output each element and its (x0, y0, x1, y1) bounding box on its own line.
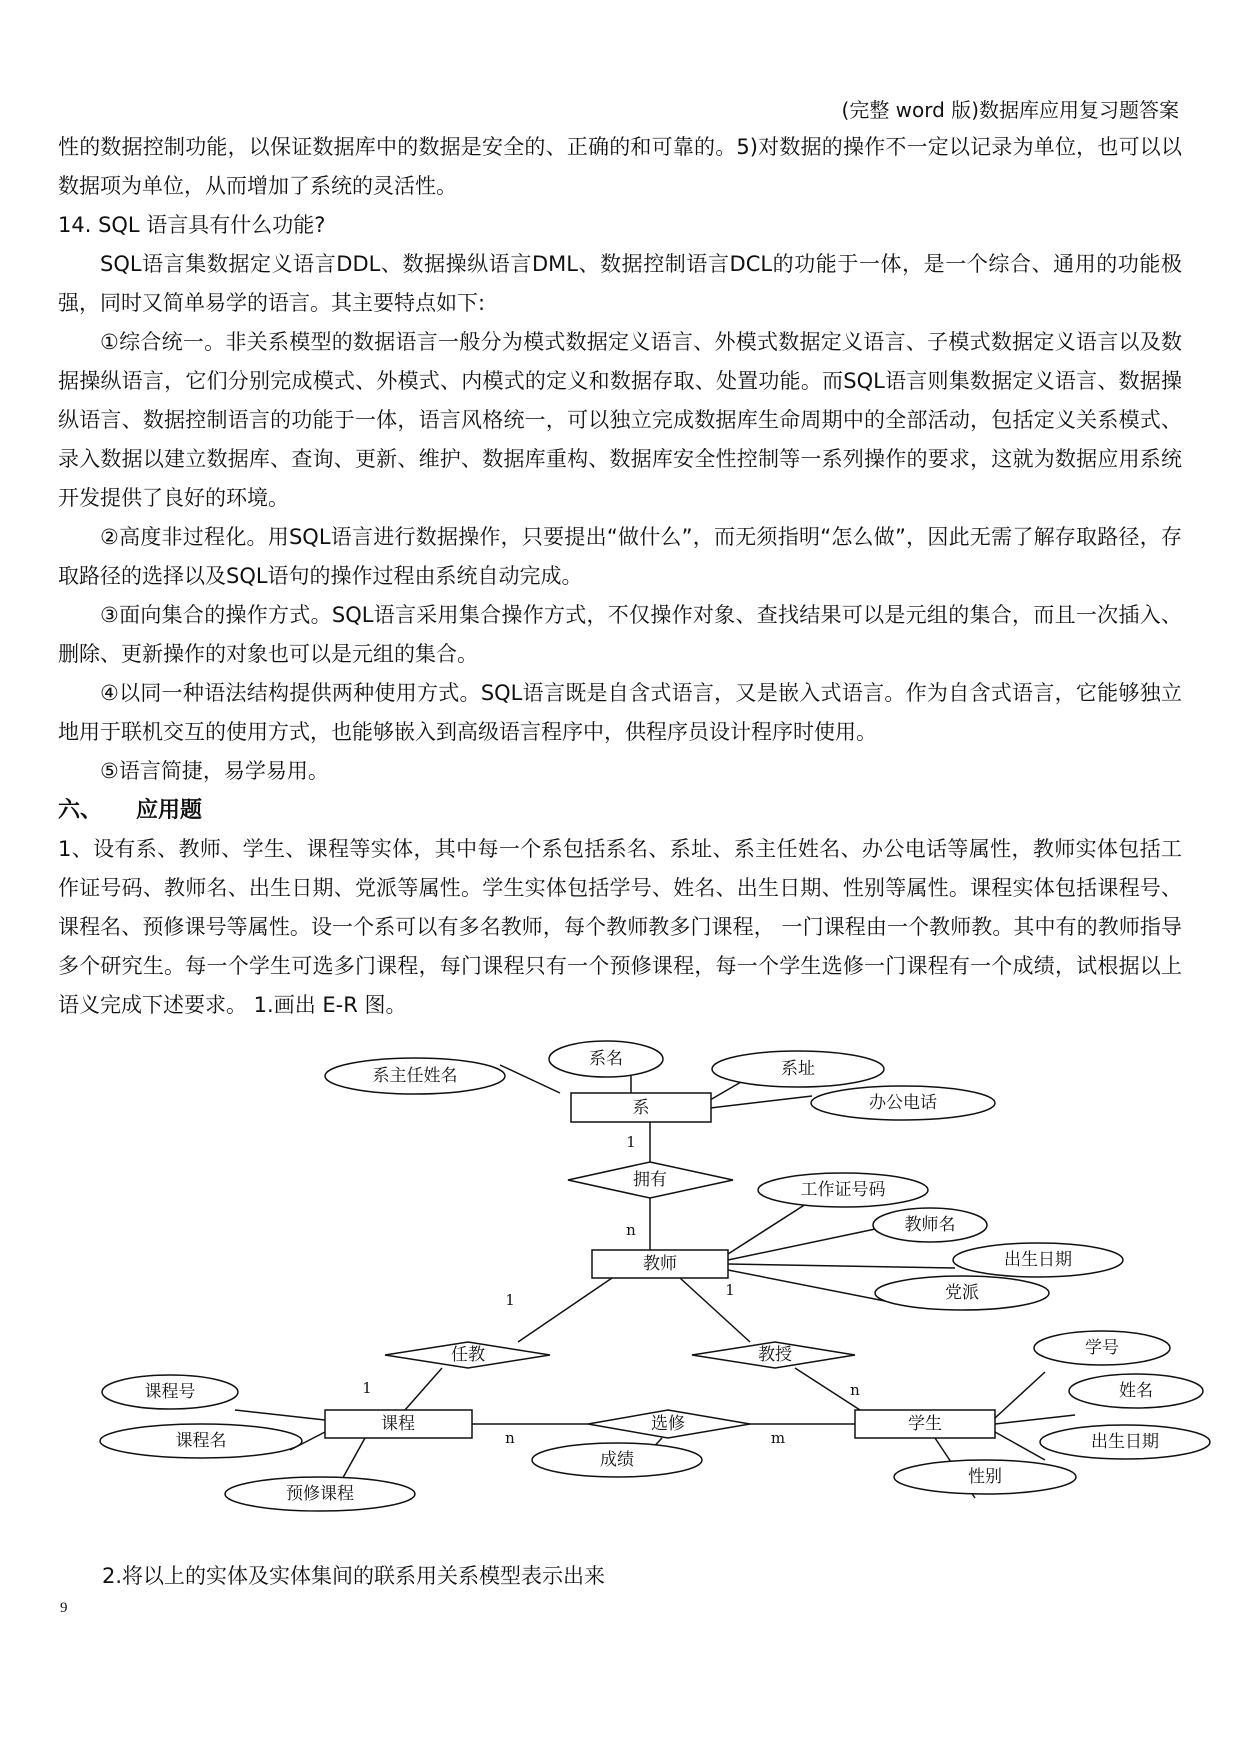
attr-dept-name: 系名 (589, 1049, 623, 1069)
attr-student-sex: 性别 (968, 1467, 1002, 1487)
attr-course-name: 课程名 (175, 1431, 227, 1451)
section-title (58, 791, 1182, 830)
entity-student: 学生 (908, 1414, 942, 1434)
attr-dept-head: 系主任姓名 (372, 1066, 458, 1086)
er-diagram (0, 1020, 1241, 1560)
entity-teacher: 教师 (643, 1254, 677, 1274)
relationship-teach: 任教 (451, 1345, 485, 1365)
attr-course-prereq: 预修课程 (286, 1484, 354, 1504)
question-2-caption: 2.将以上的实体及实体集间的联系用关系模型表示出来 (102, 1564, 606, 1588)
entity-dept: 系 (632, 1098, 650, 1118)
question-1: 1、设有系、教师、学生、课程等实体，其中每一个系包括系名、系址、系主任姓名、办公电话等属性，教师实体包括工作证号码、教师名、出生日期、党派等属性。学生实体包括学号、姓名、出生日期、性别等属性。课程实体包括课程号、课程名、预修课号等属性。设一个系可以有多名教师，每个教师教多门课程， 一门课程由一个教师教。其中有的教师指导多个研究生。每一个学生可选多门课程，每门课程只有一个预修课程，每一个学生选修一门课程有一个成绩，试根据以上语义完成下述要求。 1.画出 E-R 图。 (58, 837, 1182, 1017)
entity-course: 课程 (381, 1414, 415, 1434)
document-body (58, 128, 1182, 1025)
attr-teacher-birth: 出生日期 (1004, 1250, 1072, 1270)
page-header: (完整 word 版)数据库应用复习题答案 (841, 98, 1179, 122)
cardinality-label: 1 (362, 1379, 372, 1397)
cardinality-label: 1 (505, 1291, 515, 1309)
relationship-has: 拥有 (633, 1170, 667, 1190)
attr-student-id: 学号 (1085, 1338, 1119, 1358)
page-number: 9 (60, 1600, 68, 1616)
attr-dept-phone: 办公电话 (869, 1093, 937, 1113)
attr-teacher-name: 教师名 (904, 1215, 956, 1235)
attr-course-id: 课程号 (144, 1382, 196, 1402)
cardinality-label: n (850, 1381, 860, 1399)
cardinality-label: 1 (626, 1133, 636, 1151)
attr-grade: 成绩 (600, 1450, 634, 1470)
attr-student-birth: 出生日期 (1091, 1432, 1159, 1452)
section-number: 六、 (58, 798, 103, 823)
paragraph: ④以同一种语法结构提供两种使用方式。SQL语言既是自含式语言，又是嵌入式语言。作为自含式语言，它能够独立地用于联机交互的使用方式，也能够嵌入到高级语言程序中，供程序员设计程序时使用。 (58, 681, 1182, 744)
cardinality-label: 1 (725, 1281, 735, 1299)
attr-student-name: 姓名 (1119, 1381, 1153, 1401)
paragraph: ②高度非过程化。用SQL语言进行数据操作，只要提出“做什么”，而无须指明“怎么做”，因此无需了解存取路径，存取路径的选择以及SQL语句的操作过程由系统自动完成。 (58, 525, 1182, 588)
paragraph: ⑤语言简捷，易学易用。 (100, 759, 329, 783)
paragraph: 性的数据控制功能，以保证数据库中的数据是安全的、正确的和可靠的。5)对数据的操作不一定以记录为单位，也可以以数据项为单位，从而增加了系统的灵活性。 (58, 135, 1182, 198)
paragraph: SQL语言集数据定义语言DDL、数据操纵语言DML、数据控制语言DCL的功能于一体，是一个综合、通用的功能极强，同时又简单易学的语言。其主要特点如下: (58, 252, 1182, 315)
relationship-select: 选修 (651, 1414, 685, 1434)
attr-teacher-party: 党派 (945, 1283, 979, 1303)
cardinality-label: m (770, 1429, 786, 1447)
paragraph: ①综合统一。非关系模型的数据语言一般分为模式数据定义语言、外模式数据定义语言、子模式数据定义语言以及数据操纵语言，它们分别完成模式、外模式、内模式的定义和数据存取、处置功能。而SQL语言则集数据定义语言、数据操纵语言、数据控制语言的功能于一体，语言风格统一，可以独立完成数据库生命周期中的全部活动，包括定义关系模式、录入数据以建立数据库、查询、更新、维护、数据库重构、数据库安全性控制等一系列操作的要求，这就为数据应用系统开发提供了良好的环境。 (58, 330, 1182, 510)
question-14: 14. SQL 语言具有什么功能? (58, 213, 326, 237)
cardinality-label: n (626, 1221, 636, 1239)
attr-dept-addr: 系址 (781, 1059, 815, 1079)
relationship-advise: 教授 (758, 1345, 792, 1365)
cardinality-label: n (505, 1429, 515, 1447)
section-title-text: 应用题 (136, 798, 203, 823)
attr-teacher-id: 工作证号码 (800, 1180, 886, 1200)
paragraph: ③面向集合的操作方式。SQL语言采用集合操作方式，不仅操作对象、查找结果可以是元组的集合，而且一次插入、删除、更新操作的对象也可以是元组的集合。 (58, 603, 1182, 666)
